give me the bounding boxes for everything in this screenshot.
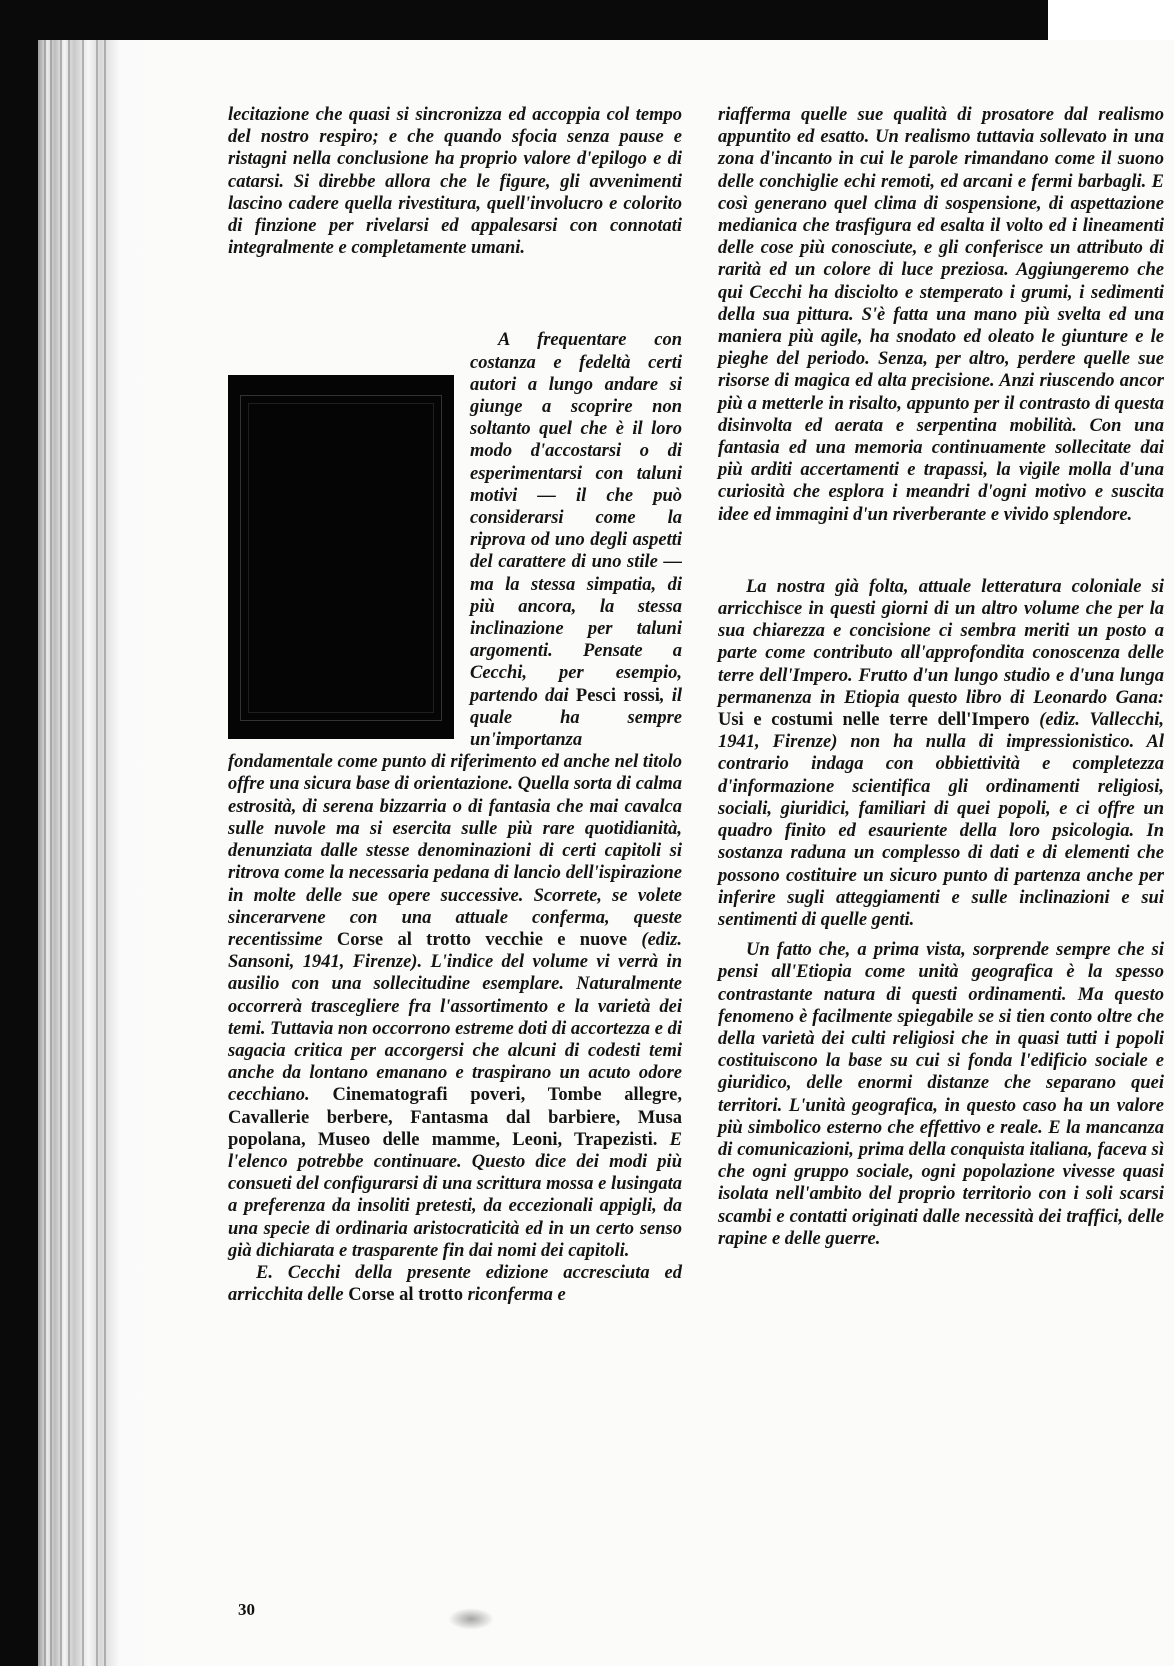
right-paragraph-2: La nostra già folta, attuale letteratura coloniale si arricchisce in questi giorni di un altro volume che per la sua chiarezza e concisione ci sembra meriti un posto a parte come contributo all'approfondita conoscenza delle terre dell'Impero. Frutto d'un lungo studio e d'una lunga permanenza in Etiopia questo libro di Leonardo Gana: Usi e costumi nelle terre dell'Impero (ediz. Vallecchi, 1941, Firenze) non ha nulla di impressionistico. Al contrario indaga con obbiettività e completezza d'informazione scientifica gli ordinamenti religiosi, sociali, giuridici, familiari di quei popoli, e ci offre un quadro finito ed esauriente della loro psicologia. In sostanza raduna un complesso di dati e di elementi che possono costituire un sicuro punto di partenza anche per inferire sugli atteggiamenti e sulle inclinazioni e sui sentimenti di quelle genti. <box>718 576 1165 930</box>
book-spine <box>38 40 158 1666</box>
scan-margin <box>1048 0 1174 40</box>
left-text-column <box>228 104 682 1306</box>
left-paragraph-3: E. Cecchi della presente edizione accresciuta ed arricchita delle Corse al trotto riconferma e <box>228 1262 682 1306</box>
print-smudge <box>448 1608 494 1630</box>
page-number: 30 <box>238 1600 255 1619</box>
book-title-pesci-rossi: Pesci rossi <box>575 685 660 706</box>
left-paragraph-2: A frequentare con costanza e fedeltà certi autori a lungo andare si giunge a scoprire non soltanto quel che è il loro modo d'accostarsi o di esperimentarsi con taluni motivi — il che può considerarsi come la riprova od uno degli aspetti del carattere di uno stile — ma la stessa simpatia, di più ancora, la stessa inclinazione per taluni argomenti. Pensate a Cecchi, per esempio, partendo dai Pesci rossi, il quale ha sempre un'importanza fondamentale come punto di riferimento ed anche nel titolo offre una sicura base di orientazione. Quella sorta di calma estrosità, di serena bizzarria o di fantasia che mai cavalca sulle nuvole ma si esercita sulle più rare quotidianità, denunziata dalle stesse denominazioni di certi capitoli si ritrova come la necessaria pedana di lancio dell'ispirazione in molte delle sue opere successive. Scorrete, se volete sincerarvene con una attuale conferma, queste recentissime Corse al trotto vecchie e nuove (ediz. Sansoni, 1941, Firenze). L'indice del volume vi verrà in ausilio con una sollecitudine esemplare. Naturalmente occorrerà trascegliere fra l'assortimento e la varietà dei temi. Tuttavia non occorrono estreme doti di accortezza e di sagacia critica per accorgersi che alcuni di codesti temi anche da lontano emanano e traspirano un acuto odore cecchiano. Cinematografi poveri, Tombe allegre, Cavallerie berbere, Fantasma dal barbiere, Musa popolana, Museo delle mamme, Leoni, Trapezisti. E l'elenco potrebbe continuare. Questo dice dei modi più consueti del configurarsi di una scrittura mossa e lusingata a preferenza da insoliti pretesti, da eccezionali appigli, da una specie di ordinaria aristocraticità ed in un certo senso già dichiarata e trasparente fin dai nomi dei capitoli. <box>228 330 683 1261</box>
right-paragraph-1: riafferma quelle sue qualità di prosatore dal realismo appuntito ed esatto. Un realismo tuttavia sollevato in una zona d'incanto in cui le parole rimandano come il suono delle conchiglie echi remoti, ed arcani e fermi barbagli. E così generano quel clima di sospensione, di aspettazione medianica che trasfigura ed esalta il volto ed i lineamenti delle cose più conosciute, e gli conferisce un attributo di rarità ed un colore di luce preziosa. Aggiungeremo che qui Cecchi ha disciolto e stemperato i grumi, i sedimenti della sua pittura. S'è fatta una mano più svelta ed una maniera più agile, ha snodato ed oleato le giunture e le pieghe del periodo. Senza, per altro, perdere quelle sue risorse di magica ed alta precisione. Anzi riuscendo ancor più a metterle in risalto, appunto per il contrasto di questa disinvolta ed aerata e serpentina mobilità. Con una fantasia ed una memoria continuamente sollecitate dai più arditi accertamenti e trapassi, la vigile molla d'una curiosità che esplora i meandri d'ogni motivo e suscita idee ed immagini d'un riverberante e vivido splendore. <box>718 105 1164 525</box>
chapter-titles: Cinematografi poveri, Tombe allegre, Cavallerie berbere, Fantasma dal barbiere, Musa popolana, Museo delle mamme, Leoni, Trapezisti. <box>228 1085 683 1150</box>
right-text-column <box>718 104 1164 1250</box>
book-title-usi: Usi e costumi nelle terre dell'Impero <box>718 710 1030 731</box>
photo-placeholder <box>228 375 454 739</box>
left-paragraph-1: lecitazione che quasi si sincronizza ed accoppia col tempo del nostro respiro; e che quando sfocia senza pause e ristagni nella conclusione ha proprio valore d'epilogo e di catarsi. Si direbbe allora che le figure, gli avvenimenti lascino cadere quella rivestitura, quell'involucro e colorito di finzione per rivelarsi ed appalesarsi con connotati integralmente e completamente umani. <box>228 105 682 259</box>
right-paragraph-3: Un fatto che, a prima vista, sorprende sempre che si pensi all'Etiopia come unità geografica è la spesso contrastante natura di questi ordinamenti. Ma questo fenomeno è facilmente spiegabile se si tien conto oltre che della varietà dei culti religiosi che in quasi tutti i popoli costituiscono la base su cui si fonda l'edificio sociale e giuridico, delle enormi distanze che separano quei territori. L'unità geografica, in questo caso ha un valore più simbolico esterno che effettivo e reale. E la mancanza di comunicazioni, prima della conquista italiana, faceva sì che ogni gruppo sociale, ogni popolazione vivesse quasi isolata nell'ambito del proprio territorio con i soli scarsi scambi e contatti originati dalle necessità dei traffici, delle rapine e delle guerre. <box>718 940 1164 1249</box>
book-title-corse: Corse al trotto vecchie e nuove <box>336 929 628 950</box>
